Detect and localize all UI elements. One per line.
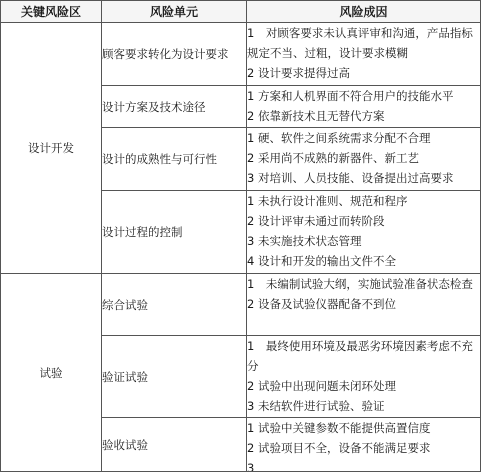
table-row <box>1 274 481 336</box>
cause-item: 3 对培训、人员技能、设备提出过高要求 <box>247 171 454 185</box>
cause-item: 1 未编制试验大纲，实施试验准备状态检查 <box>247 277 473 291</box>
cause-item: 3 未结软件进行试验、验证 <box>247 399 385 413</box>
risk-area-test: 试验 <box>1 274 102 472</box>
cause-item: 2 设备及试验仪器配备不到位 <box>247 297 396 311</box>
cause-item: 2 设计评审未通过而转阶段 <box>247 214 385 228</box>
risk-unit: 验收试验 <box>102 418 247 472</box>
risk-unit: 验证试验 <box>102 336 247 418</box>
cause-item: 1 未执行设计准则、规范和程序 <box>247 194 408 208</box>
risk-causes <box>247 23 481 86</box>
risk-causes <box>247 128 481 191</box>
risk-unit: 设计方案及技术途径 <box>102 86 247 128</box>
cause-item: 2 试验中出现问题未闭环处理 <box>247 379 396 393</box>
cause-item: 3 未实施技术状态管理 <box>247 234 362 248</box>
risk-causes <box>247 274 481 336</box>
cause-item: 1 试验中关键参数不能提供高置信度 <box>247 421 431 435</box>
header-row <box>1 1 481 23</box>
risk-unit: 综合试验 <box>102 274 247 336</box>
cause-item: 2 依靠新技术且无替代方案 <box>247 109 385 123</box>
cause-item: 2 设计要求提得过高 <box>247 66 350 80</box>
cause-item: 1 最终使用环境及最恶劣环境因素考虑不充分 <box>247 339 473 373</box>
cause-item: 2 试验项目不全，设备不能满足要求 <box>247 441 431 455</box>
cause-item: 1 方案和人机界面不符合用户的技能水平 <box>247 89 454 103</box>
risk-causes <box>247 86 481 128</box>
header-risk-cause: 风险成因 <box>247 1 481 23</box>
risk-unit: 设计过程的控制 <box>102 191 247 274</box>
risk-causes <box>247 336 481 418</box>
table-row <box>1 23 481 86</box>
risk-causes <box>247 191 481 274</box>
header-risk-unit: 风险单元 <box>102 1 247 23</box>
risk-area-design: 设计开发 <box>1 23 102 274</box>
cause-item: 1 硬、软件之间系统需求分配不合理 <box>247 131 431 145</box>
risk-unit: 设计的成熟性与可行性 <box>102 128 247 191</box>
cause-item: 1 对顾客要求未认真评审和沟通，产品指标规定不当、过粗，设计要求模糊 <box>247 26 473 60</box>
risk-causes <box>247 418 481 472</box>
cause-item: 3 <box>247 461 255 471</box>
header-key-risk-area: 关键风险区 <box>1 1 102 23</box>
cause-item: 4 设计和开发的输出文件不全 <box>247 254 396 268</box>
cause-item: 2 采用尚不成熟的新器件、新工艺 <box>247 151 419 165</box>
risk-unit: 顾客要求转化为设计要求 <box>102 23 247 86</box>
